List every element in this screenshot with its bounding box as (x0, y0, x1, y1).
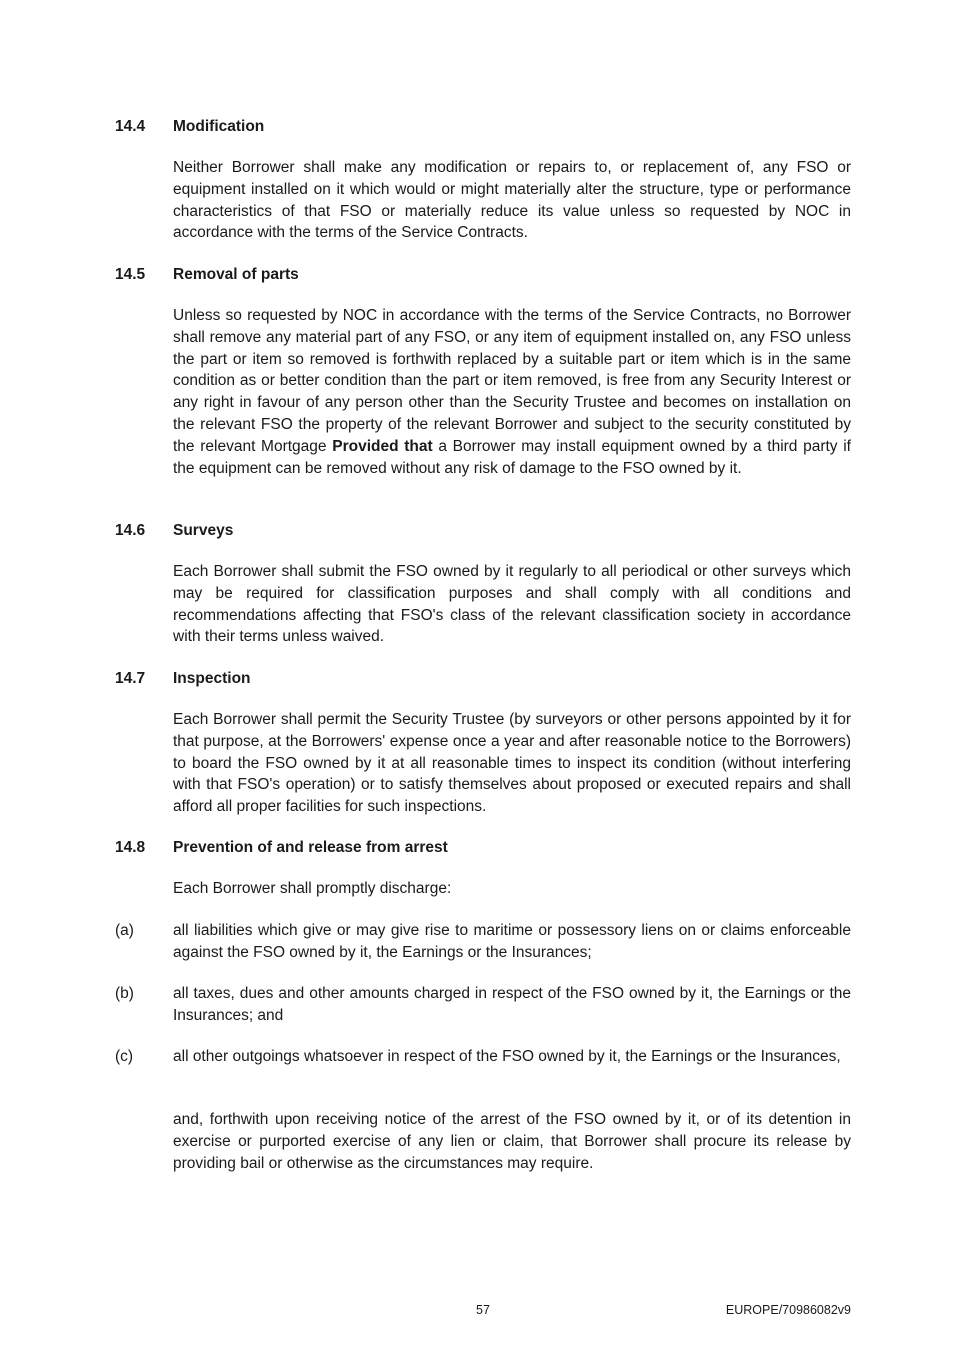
paragraph-14-6: Each Borrower shall submit the FSO owned by it regularly to all periodical or other surveys which may be required for classification purposes and shall comply with all conditions and recommendations affecting that FSO's class of the relevant classification society in accordance with their terms unless waived. (173, 563, 851, 646)
paragraph-14-8-intro: Each Borrower shall promptly discharge: (173, 880, 452, 897)
section-title: Prevention of and release from arrest (173, 839, 448, 856)
paragraph-14-4: Neither Borrower shall make any modification or repairs to, or replacement of, any FSO or equipment installed on it which would or might materially alter the structure, type or performance characteristics of that FSO or materially reduce its value unless so requested by NOC in accordance with the terms of the Service Contracts. (173, 159, 851, 242)
paragraph-14-8-closing: and, forthwith upon receiving notice of the arrest of the FSO owned by it, or of its detention in exercise or purported exercise of any lien or claim, that Borrower shall procure its release by providing bail or otherwise as the circumstances may require. (173, 1111, 851, 1172)
list-item-label: (b) (115, 985, 134, 1002)
section-number: 14.4 (115, 118, 146, 135)
paragraph-text: Unless so requested by NOC in accordance with the terms of the Service Contracts, no Borrower shall remove any material part of any FSO, or any item of equipment installed on, any FSO unless the part or item so removed is forthwith replaced by a suitable part or item which is in the same condition as or better condition than the part or item removed, is free from any Security Interest or any right in favour of any person other than the Security Trustee and becomes on installation on the relevant FSO the property of the relevant Borrower and subject to the security constituted by the relevant Mortgage (173, 307, 851, 455)
section-title: Modification (173, 118, 265, 135)
section-number: 14.5 (115, 266, 146, 283)
list-item-label: (a) (115, 922, 134, 939)
heading-14-4 (115, 116, 264, 138)
list-item-b (115, 983, 851, 1027)
list-item-label: (c) (115, 1048, 134, 1065)
section-title: Removal of parts (173, 266, 299, 283)
heading-14-5 (115, 264, 299, 286)
bold-term: Provided that (332, 437, 433, 455)
document-reference: EUROPE/70986082v9 (725, 1303, 851, 1317)
list-item-a (115, 920, 851, 964)
page-number: 57 (476, 1303, 490, 1317)
list-item-text: all other outgoings whatsoever in respect of the FSO owned by it, the Earnings or the Insurances, (173, 1048, 841, 1065)
paragraph-14-7: Each Borrower shall permit the Security Trustee (by surveyors or other persons appointed by it for that purpose, at the Borrowers' expense once a year and after reasonable notice to the Borrowers) to board the FSO owned by it at all reasonable times to inspect its condition (without interfering with that FSO's operation) or to satisfy themselves about proposed or executed repairs and shall afford all proper facilities for such inspections. (173, 711, 851, 816)
list-item-c (115, 1046, 851, 1068)
section-number: 14.6 (115, 522, 146, 539)
section-number: 14.8 (115, 839, 146, 856)
list-item-text: all taxes, dues and other amounts charged in respect of the FSO owned by it, the Earnings or the Insurances; and (173, 985, 851, 1024)
list-item-text: all liabilities which give or may give rise to maritime or possessory liens on or claims enforceable against the FSO owned by it, the Earnings or the Insurances; (173, 922, 851, 961)
section-title: Surveys (173, 522, 234, 539)
heading-14-7 (115, 668, 251, 690)
section-title: Inspection (173, 670, 251, 687)
paragraph-14-5 (173, 305, 851, 479)
paragraph-text: a Borrower may install equipment owned by a third party if the equipment can be removed without any risk of damage to the FSO owned by it. (173, 437, 851, 477)
heading-14-8 (115, 837, 448, 859)
section-number: 14.7 (115, 670, 146, 687)
heading-14-6 (115, 520, 233, 542)
